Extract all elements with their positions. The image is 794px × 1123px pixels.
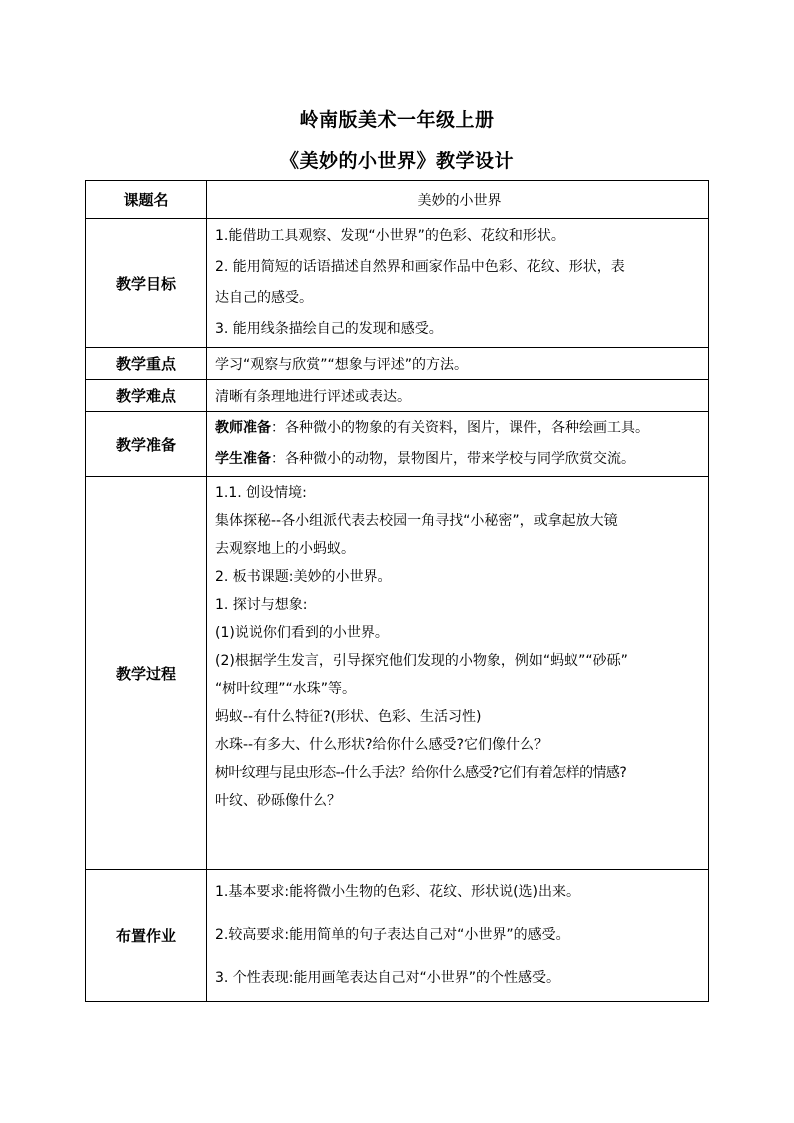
row-preparation	[86, 412, 709, 477]
row-homework	[86, 870, 709, 1002]
label-goals: 教学目标	[86, 219, 207, 348]
student-preparation	[215, 444, 704, 475]
label-preparation: 教学准备	[86, 412, 207, 477]
homework-line: 1.基本要求:能将微小生物的色彩、花纹、形状说(选)出来。	[215, 884, 580, 900]
label-homework: 布置作业	[86, 870, 207, 1002]
goal-line: 1.能借助工具观察、发现“小世界”的色彩、花纹和形状。	[215, 228, 565, 244]
row-difficulties	[86, 380, 709, 412]
label-topic: 课题名	[86, 181, 207, 219]
process-line: (2)根据学生发言，引导探究他们发现的小物象，例如“蚂蚁”“砂砾”	[215, 653, 628, 669]
label-key-points: 教学重点	[86, 348, 207, 380]
process-line: 蚂蚁--有什么特征?(形状、色彩、生活习性)	[215, 709, 482, 725]
process-line: 树叶纹理与昆虫形态--什么手法？给你什么感受?它们有着怎样的情感?	[215, 765, 627, 781]
process-line: 2. 板书课题:美妙的小世界。	[215, 569, 392, 585]
teacher-preparation-text: ：各种微小的物象的有关资料，图片，课件，各种绘画工具。	[271, 420, 649, 436]
teacher-preparation	[215, 413, 704, 444]
label-difficulties: 教学难点	[86, 380, 207, 412]
homework-line: 2.较高要求:能用简单的句子表达自己对“小世界”的感受。	[215, 927, 570, 943]
document-title: 岭南版美术一年级上册	[299, 109, 495, 131]
value-difficulties: 清晰有条理地进行评述或表达。	[207, 380, 709, 412]
value-homework	[207, 870, 709, 1002]
process-line: 去观察地上的小蚂蚁。	[215, 541, 355, 557]
label-process: 教学过程	[86, 477, 207, 870]
process-line: 1.1. 创设情境:	[215, 485, 307, 501]
row-process	[86, 477, 709, 870]
process-line: 1. 探讨与想象:	[215, 597, 308, 613]
process-line: (1)说说你们看到的小世界。	[215, 625, 389, 641]
value-key-points: 学习“观察与欣赏”“想象与评述”的方法。	[207, 348, 709, 380]
row-key-points	[86, 348, 709, 380]
value-topic: 美妙的小世界	[207, 181, 709, 219]
row-topic	[86, 181, 709, 219]
goal-line: 达自己的感受。	[215, 290, 313, 306]
goal-line: 2. 能用简短的话语描述自然界和画家作品中色彩、花纹、形状，表	[215, 259, 625, 275]
process-line: 集体探秘--各小组派代表去校园一角寻找“小秘密”，或拿起放大镜	[215, 513, 618, 529]
value-process	[207, 477, 709, 870]
teacher-preparation-lead: 教师准备	[215, 420, 271, 436]
row-goals	[86, 219, 709, 348]
goal-line: 3. 能用线条描绘自己的发现和感受。	[215, 321, 443, 337]
value-goals	[207, 219, 709, 348]
value-preparation	[207, 412, 709, 477]
process-line: 水珠--有多大、什么形状?给你什么感受?它们像什么？	[215, 737, 548, 753]
process-line: “树叶纹理”“水珠”等。	[215, 681, 357, 697]
lesson-plan-table	[85, 180, 709, 1002]
document-subtitle: 《美妙的小世界》教学设计	[279, 150, 514, 172]
process-line: 叶纹、砂砾像什么？	[215, 793, 341, 809]
student-preparation-text: ：各种微小的动物，景物图片，带来学校与同学欣赏交流。	[271, 451, 635, 467]
student-preparation-lead: 学生准备	[215, 451, 271, 467]
homework-line: 3. 个性表现:能用画笔表达自己对“小世界”的个性感受。	[215, 970, 561, 986]
